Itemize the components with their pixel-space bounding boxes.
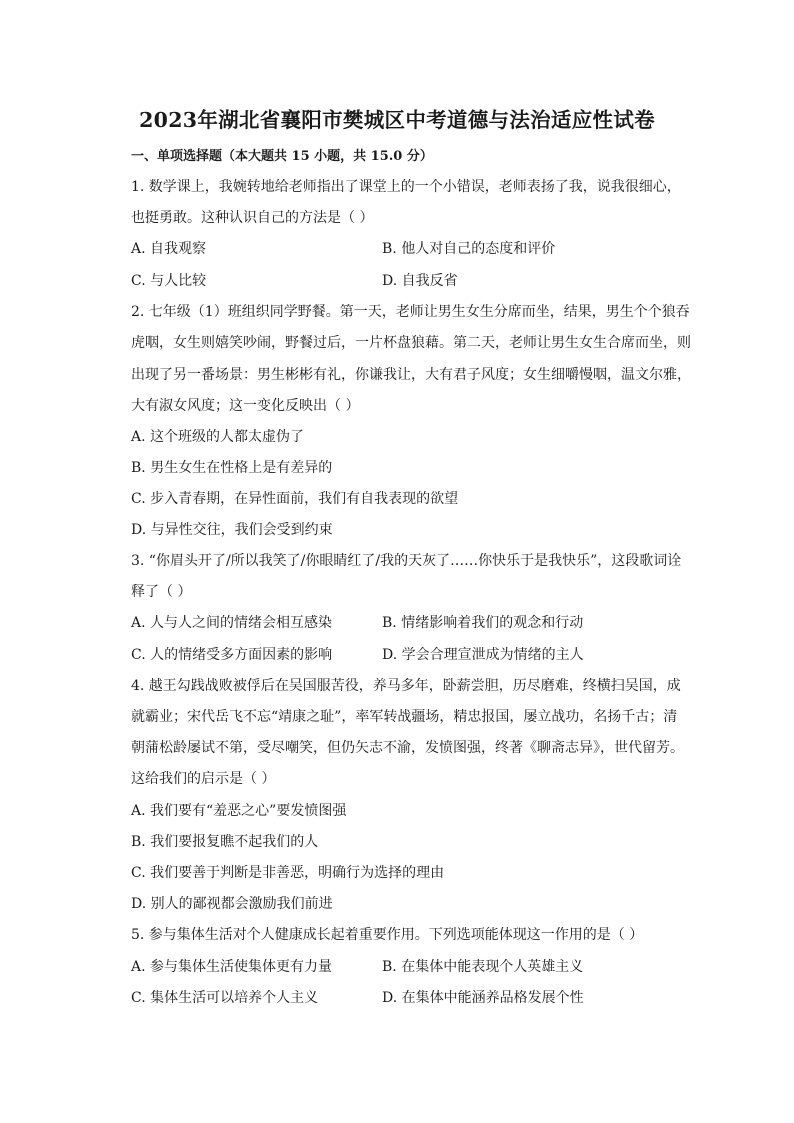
question-2-option-a: A. 这个班级的人都太虚伪了: [131, 429, 305, 445]
section-heading: 一、单项选择题（本大题共 15 小题，共 15.0 分）: [131, 149, 433, 164]
question-3-line-1: 3. “你眉头开了/所以我笑了/你眼睛红了/我的天灰了……你快乐于是我快乐”，这段歌词诠: [131, 553, 682, 569]
question-3-line-2: 释了（ ）: [131, 584, 192, 600]
question-3-option-a: A. 人与人之间的情绪会相互感染: [131, 615, 333, 631]
question-2-option-c: C. 步入青春期，在异性面前，我们有自我表现的欲望: [131, 491, 459, 507]
question-1-option-b: B. 他人对自己的态度和评价: [382, 241, 556, 257]
question-2-option-d: D. 与异性交往，我们会受到约束: [131, 522, 333, 538]
question-1-option-a: A. 自我观察: [131, 241, 207, 257]
question-2-option-b: B. 男生女生在性格上是有差异的: [131, 460, 333, 476]
question-5-option-b: B. 在集体中能表现个人英雄主义: [382, 959, 584, 975]
question-2-line-4: 大有淑女风度；这一变化反映出（ ）: [131, 398, 360, 414]
question-4-option-d: D. 别人的鄙视都会激励我们前进: [131, 896, 333, 912]
question-1-line-2: 也挺勇敢。这种认识自己的方法是（ ）: [131, 210, 374, 226]
question-4-line-3: 朝蒲松龄屡试不第，受尽嘲笑，但仍矢志不渝，发愤图强，终著《聊斋志异》，世代留芳。: [131, 740, 684, 756]
question-5-option-a: A. 参与集体生活使集体更有力量: [131, 959, 333, 975]
question-4-option-c: C. 我们要善于判断是非善恶，明确行为选择的理由: [131, 865, 445, 881]
page-title: 2023年湖北省襄阳市樊城区中考道德与法治适应性试卷: [139, 108, 655, 132]
question-5-line-1: 5. 参与集体生活对个人健康成长起着重要作用。下列选项能体现这一作用的是（ ）: [131, 927, 644, 943]
question-4-line-1: 4. 越王勾践战败被俘后在吴国服苦役，养马多年，卧薪尝胆，历尽磨难，终横扫吴国，成: [131, 678, 681, 694]
question-2-line-2: 虎咽，女生则嬉笑吵闹，野餐过后，一片杯盘狼藉。第二天，老师让男生女生合席而坐，则: [131, 335, 691, 351]
question-4-line-2: 就霸业；宋代岳飞不忘“靖康之耻”，率军转战疆场，精忠报国，屡立战功，名扬千古；清: [131, 709, 678, 725]
question-1-line-1: 1. 数学课上，我婉转地给老师指出了课堂上的一个小错误，老师表扬了我，说我很细心，: [131, 179, 681, 195]
question-5-option-d: D. 在集体中能涵养品格发展个性: [382, 990, 584, 1006]
question-3-option-d: D. 学会合理宣泄成为情绪的主人: [382, 647, 584, 663]
question-3-option-b: B. 情绪影响着我们的观念和行动: [382, 615, 584, 631]
question-2-line-3: 出现了另一番场景：男生彬彬有礼，你谦我让，大有君子风度；女生细嚼慢咽，温文尔雅，: [131, 367, 691, 383]
question-4-line-4: 这给我们的启示是（ ）: [131, 771, 276, 787]
question-4-option-a: A. 我们要有“羞恶之心”要发愤图强: [131, 803, 347, 819]
question-5-option-c: C. 集体生活可以培养个人主义: [131, 990, 319, 1006]
question-1-option-d: D. 自我反省: [382, 273, 458, 289]
question-2-line-1: 2. 七年级（1）班组织同学野餐。第一天，老师让男生女生分席而坐，结果，男生个个狼吞: [131, 304, 690, 320]
question-1-option-c: C. 与人比较: [131, 273, 207, 289]
question-4-option-b: B. 我们要报复瞧不起我们的人: [131, 834, 319, 850]
question-3-option-c: C. 人的情绪受多方面因素的影响: [131, 647, 333, 663]
